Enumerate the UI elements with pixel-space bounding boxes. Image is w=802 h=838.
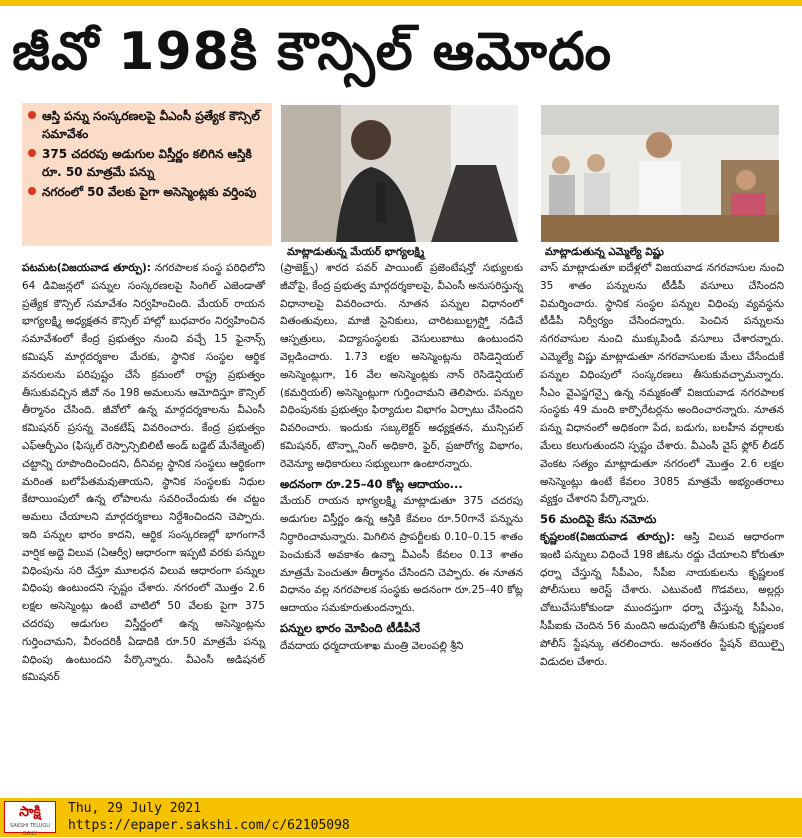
dateline: కృష్ణలంక(విజయవాడ తూర్పు): bbox=[540, 530, 675, 543]
article-column-3 bbox=[540, 260, 784, 671]
article-column-2 bbox=[280, 260, 523, 656]
top-accent-bar bbox=[0, 0, 802, 6]
sakshi-logo bbox=[4, 801, 56, 837]
article-text: (ప్రాజెక్ట్స్) శారద పవర్ పాయింట్ ప్రజెంటేషన్తో సభ్యులకు జీవోపై, కేంద్ర ప్రభుత్వ మార్గదర్శకాలపై, వీఎంసీ అనుసరిస్తున్న విధానాలపై వివరించారు. నూతన పన్నుల విధానంలో వితంతువులు, మాజీ సైనికులు, చారిటబుల్ట్రస్ట్తో నడిచే ఆస్పత్రులు, విద్యాసంస్థలకు వెసులుబాటు ఉంటుందని వెల్లడించారు. 1.73 లక్షల అసెస్మెంట్లను రెసిడెన్షియల్ అసెస్మెంట్లుగా, 16 వేల అసెస్మెంట్లకు నాన్ రెసిడెన్షియల్ (కమర్షియల్) అసెస్మెంట్లుగా గుర్తించామని తెలిపారు. పన్నుల విధింపునకు ప్రభుత్వం ఫిర్యాదుల విభాగం ఏర్పాటు చేసిందని వివరించారు. ఇందుకు సబ్కలెక్టర్ అధ్యక్షతన, మున్సిపల్ కమిషనర్, టౌన్ప్లానింగ్ అధికారి, ఫైర్, ప్రజారోగ్య విభాగం, రెవెన్యూ అధికారులు సభ్యులుగా ఉంటారన్నారు. bbox=[280, 262, 523, 470]
photo-caption-mayor: మాట్లాడుతున్న మేయర్ భాగ్యలక్ష్మి bbox=[287, 246, 425, 258]
photo-mayor bbox=[281, 105, 518, 242]
headline: జీవో 198కి కౌన్సిల్ ఆమోదం bbox=[12, 22, 613, 82]
article-column-1 bbox=[22, 260, 265, 687]
article-text: దేవదాయ ధర్మదాయశాఖ మంత్రి వెలంపల్లి శ్రీని bbox=[280, 639, 464, 652]
highlight-item: ఆస్తి పన్ను సంస్కరణలపై వీఎంసీ ప్రత్యేక కౌన్సిల్ సమావేశం bbox=[28, 107, 266, 143]
article-text: నగరపాలక సంస్థ పరిధిలోని 64 డివిజన్లలో పన్నుల సంస్కరణలపై సింగిల్ ఎజెండాతో ప్రత్యేక కౌన్సిల్ సమావేశం నిర్వహించింది. మేయర్ రాయన భాగ్యలక్ష్మి అధ్యక్షతన కౌన్సిల్ హాల్లో బుధవారం నిర్వహించిన సమావేశంలో కేంద్ర ప్రభుత్వం నుంచి వచ్చే 15 ఫైనాన్స్ కమిషన్ మార్గదర్శకాల మేరకు, స్థానిక సంస్థల ఆర్థిక వనరులను పరిపుష్టం చేసే క్రమంలో రాష్ట్ర ప్రభుత్వం తీసుకువచ్చిన జీవో నం 198 అమలును ఆమోదిస్తూ కౌన్సిల్ తీర్మానం చేసింది. జీవోలో ఉన్న మార్గదర్శకాలను వీఎంసీ కమిషనర్ ప్రసన్న వెంకటేష్ వివరించారు. కేంద్ర ప్రభుత్వం ఎఫ్ఆర్బీఎం (ఫిస్కల్ రెస్పాన్సిబిలిటీ అండ్ బడ్జెట్ మేనేజ్మెంట్) చట్టాన్ని రూపొందించిందని, దీనివల్ల స్థానిక సంస్థలు ఆర్థికంగా మరింత బలోపేతమవుతాయని, స్థానిక సంస్థలకు నిధుల కేటాయింపులో ఉన్న లోపాలను సవరించేందుకు ఈ చట్టం అమలు చేయాలని మార్గదర్శకాలు నిర్దేశించిందని చెప్పారు. ఇది పన్నుల భారం కాదని, ఆర్థిక సంస్కరణల్లో భాగంగానే వార్షిక అద్దె విలువ (ఏఆర్వీ) ఆధారంగా ఇప్పటి వరకు పన్నుల విధింపును సరి చేస్తూ మూలధన విలువ ఆధారంగా పన్నుల విధింపు ఉంటుందని స్పష్టం చేశారు. నగరంలో మొత్తం 2.6 లక్షల అసెస్మెంట్లు ఉంటే వాటిలో 50 వేలకు పైగా 375 చదరపు అడుగుల విస్తీర్ణంలో ఉన్న అసెస్మెంట్లను గుర్తించామని, వీరందరికీ ఏడాదికి రూ.50 మాత్రమే పన్ను విధింపు ఉంటుందని పేర్కొన్నారు. వీఎంసీ అడిషనల్ కమిషనర్ bbox=[22, 262, 266, 684]
article-text: ఆస్తి విలువ ఆధారంగా ఇంటి పన్నులు విధించే 198 జీఓను రద్దు చేయాలని కోరుతూ ధర్నా చేస్తున్న సీపీఎం, సీపీఐ నాయకులను కృష్ణలంక పోలీసులు అరెస్ట్ చేశారు. ఎటువంటి గొడవలు, అల్లర్లు చోటుచేసుకోకుండా ముందస్తుగా ధర్నా చేస్తున్న సీపీఎం, సీపీఐకు చెందిన 56 మందిని అదుపులోకి తీసుకుని కృష్ణలంక పోలీస్ స్టేషన్కు తరలించారు. అనంతరం స్టేషన్ బెయిల్పై విడుదల చేశారు. bbox=[540, 530, 784, 668]
article-paragraph bbox=[540, 529, 784, 671]
highlight-item: నగరంలో 50 వేలకు పైగా అసెస్మెంట్లకు వర్తింపు bbox=[28, 183, 266, 201]
footer-date: Thu, 29 July 2021 bbox=[68, 801, 202, 816]
article-paragraph bbox=[22, 260, 265, 687]
logo-text: సాక్షి bbox=[19, 804, 41, 820]
dateline: పటమట(విజయవాడ తూర్పు): bbox=[22, 262, 151, 274]
highlight-item: 375 చదరపు అడుగుల విస్తీర్ణం కలిగిన ఆస్తికి రూ. 50 మాత్రమే పన్ను bbox=[28, 145, 266, 181]
logo-subtitle: SAKSHI TELUGU DAILY bbox=[10, 823, 50, 837]
photo-caption-mla: మాట్లాడుతున్న ఎమ్మెల్యే విష్ణు bbox=[545, 246, 664, 258]
photo-mla-illustration bbox=[541, 105, 779, 242]
subheading: అదనంగా రూ.25–40 కోట్ల ఆదాయం... bbox=[280, 476, 463, 491]
photo-mla bbox=[541, 105, 779, 242]
article-text: మేయర్ రాయన భాగ్యలక్ష్మి మాట్లాడుతూ 375 చదరపు అడుగుల విస్తీర్ణం ఉన్న ఆస్తికి కేవలం రూ.50గానే పన్నును నిర్ధారించామన్నారు. మిగిలిన ప్రాపర్టీలకు 0.10–0.15 శాతం పెంచుకునే అవకాశం ఉన్నా వీఎంసీ కేవలం 0.13 శాతం మాత్రమే పెంచుతూ తీర్మానం చేసిందని చెప్పారు. ఈ నూతన విధానం వల్ల నగరపాలక సంస్థకు అదనంగా రూ.25–40 కోట్ల ఆదాయం సమకూరుతుందన్నారు. bbox=[280, 495, 523, 615]
footer-url[interactable]: https://epaper.sakshi.com/c/62105098 bbox=[68, 818, 350, 833]
article-text: వాస్ మాట్లాడుతూ ఐదేళ్లలో విజయవాడ నగరవాసుల నుంచి 35 శాతం పన్నులను టీడీపీ వసూలు చేసిందని విమర్శించారు. స్థానిక సంస్థల పన్నుల విధింపు వ్యవస్థను టీడీపీ నిర్వీర్యం చేసిందన్నారు. పెంచిన పన్నులను నగరవాసుల నుంచి ముక్కుపిండి వసూలు చేశారన్నారు. ఎమ్మెల్యే విష్ణు మాట్లాడుతూ నగరవాసులకు మేలు చేసేందుకే పన్నుల విధింపులో సంస్కరణలు తీసుకువచ్చామన్నారు. సీఎం వైఎస్జగన్పై ఉన్న నమ్మకంతో విజయవాడ నగరపాలక సంస్థకు 49 మంది కార్పొరేటర్లను అందించారన్నారు. నూతన పన్ను విధానంలో అధికంగా పేద, బడుగు, బలహీన వర్గాలకు మేలు కలుగుతుందని స్పష్టం చేశారు. వీఎంసీ వైస్ ఫ్లోర్ లీడర్ వెంకట సత్యం మాట్లాడుతూ నగరంలో మొత్తం 2.6 లక్షల అసెస్మెంట్లు ఉంటే కేవలం 3085 మాత్రమే అభ్యంతరాలు వ్యక్తం చేశారని పేర్కొన్నారు. bbox=[540, 262, 784, 506]
subheading: పన్నుల భారం మోపింది టీడీపీనే bbox=[280, 620, 421, 635]
highlights-box bbox=[22, 103, 272, 246]
photo-mayor-illustration bbox=[281, 105, 518, 242]
subheading: 56 మందిపై కేసు నమోదు bbox=[540, 512, 657, 527]
